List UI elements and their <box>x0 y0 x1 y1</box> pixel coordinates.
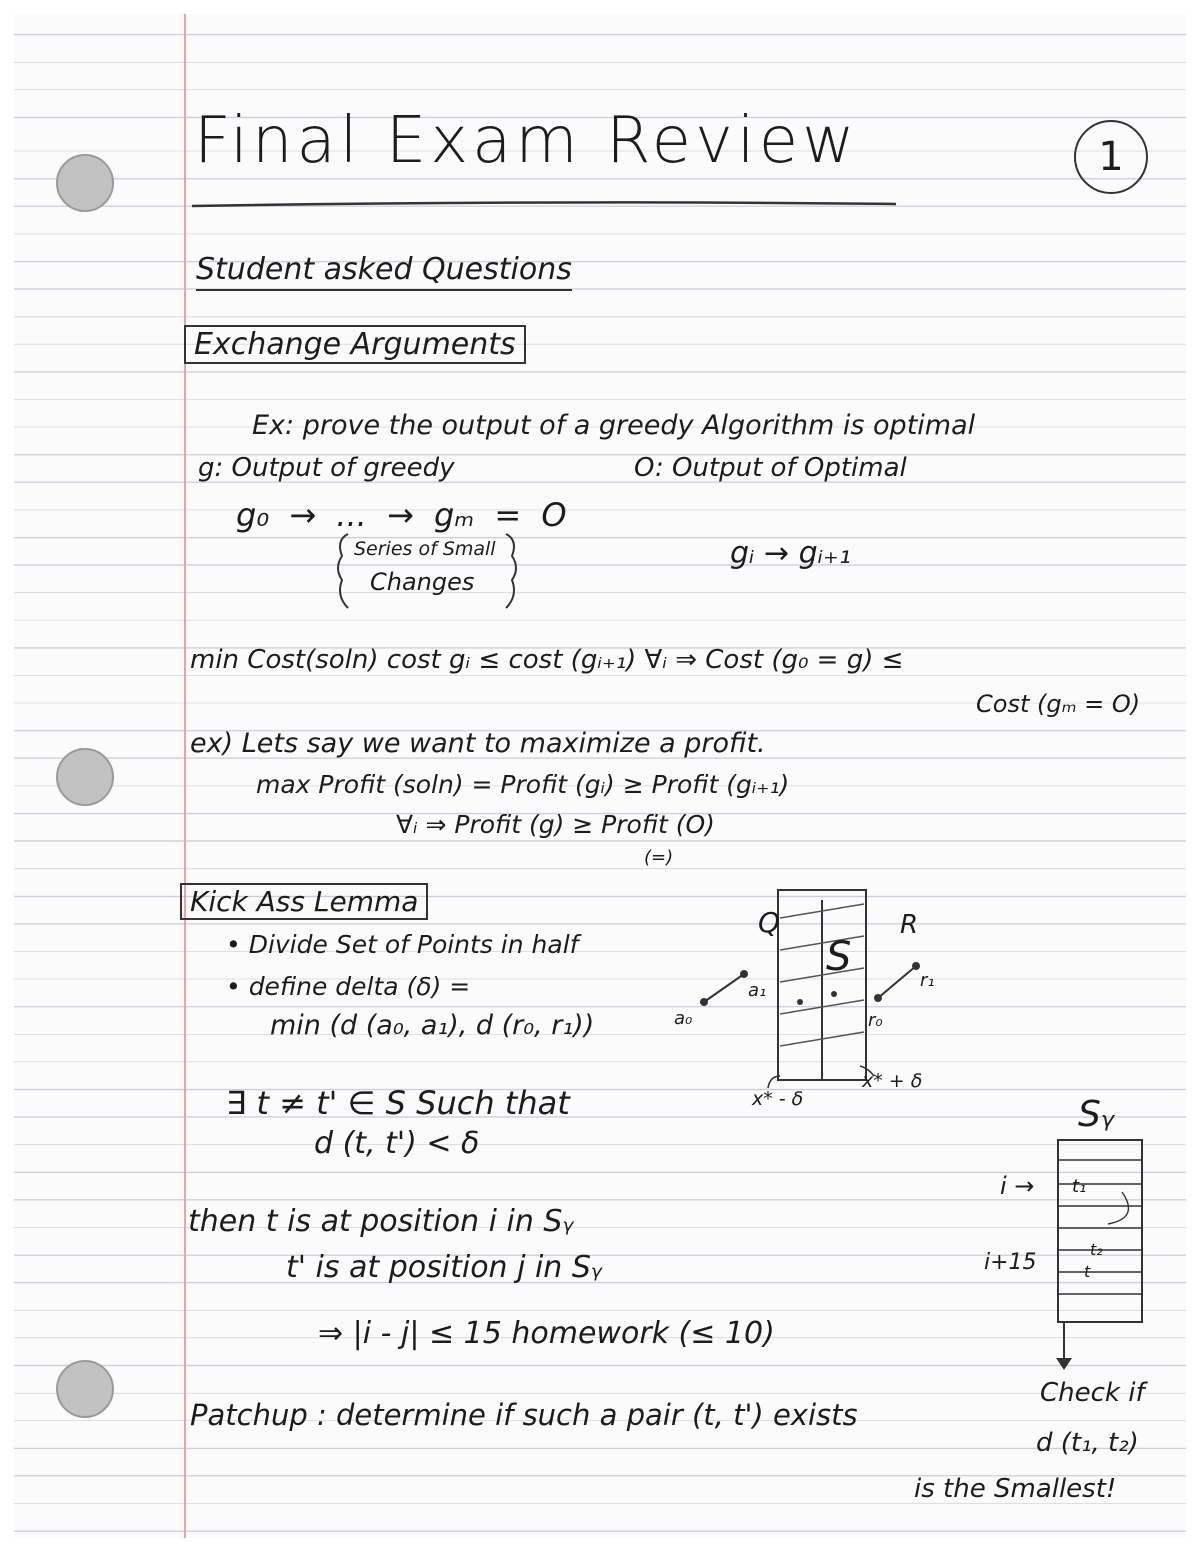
label-s: S <box>826 934 852 980</box>
distance-statement: d (t, t') < δ <box>314 1126 480 1161</box>
min-cost-continuation: Cost (gₘ = O) <box>976 690 1141 718</box>
sy-cell-t2: t₂ <box>1090 1240 1103 1259</box>
label-right-boundary: x* + δ <box>862 1070 923 1092</box>
min-cost-line: min Cost(soln) cost gᵢ ≤ cost (gᵢ₊₁) ∀ᵢ ⇒ Cost (g₀ = g) ≤ <box>190 645 904 675</box>
margin-line <box>184 14 186 1538</box>
exchange-chain: g₀ → ... → gₘ = O <box>236 496 567 534</box>
bound-statement: ⇒ |i - j| ≤ 15 homework (≤ 10) <box>318 1316 775 1351</box>
equals-note: (=) <box>644 847 674 868</box>
max-profit-line: max Profit (soln) = Profit (gᵢ) ≥ Profit (gᵢ₊₁) <box>256 770 790 799</box>
sy-row-i: i → <box>1000 1172 1035 1200</box>
sy-label: Sᵧ <box>1078 1094 1115 1135</box>
subtitle: Student asked Questions <box>196 252 572 291</box>
check-note-line-3: is the Smallest! <box>914 1474 1117 1504</box>
lemma-bullet-2: • define delta (δ) = <box>226 972 471 1001</box>
label-left-boundary: x* - δ <box>752 1088 804 1110</box>
binder-hole-top <box>56 154 114 212</box>
sy-row-i15: i+15 <box>984 1250 1037 1275</box>
page-title: Final Exam Review <box>194 104 859 178</box>
profit-example: ex) Lets say we want to maximize a profit. <box>190 728 766 759</box>
step-relation: gᵢ → gᵢ₊₁ <box>730 536 851 571</box>
greedy-definition: g: Output of greedy <box>198 453 455 483</box>
label-r: R <box>900 910 919 940</box>
check-note-line-1: Check if <box>1040 1378 1145 1408</box>
position-j-statement: t' is at position j in Sᵧ <box>286 1250 603 1285</box>
forall-profit-line: ∀ᵢ ⇒ Profit (g) ≥ Profit (O) <box>396 810 715 839</box>
exchange-example: Ex: prove the output of a greedy Algorithm is optimal <box>252 410 976 441</box>
label-a0: a₀ <box>674 1008 693 1029</box>
label-r1: r₁ <box>920 970 935 991</box>
check-note-line-2: d (t₁, t₂) <box>1036 1428 1139 1458</box>
sy-cell-t: t <box>1084 1262 1091 1281</box>
note-line-1: Series of Small <box>354 538 496 560</box>
lemma-bullet-1: • Divide Set of Points in half <box>226 930 579 959</box>
binder-hole-middle <box>56 748 114 806</box>
label-q: Q <box>758 906 781 939</box>
title-underline <box>190 196 910 210</box>
label-a1: a₁ <box>748 980 767 1001</box>
sy-cell-t1: t₁ <box>1072 1176 1087 1197</box>
exists-statement: ∃ t ≠ t' ∈ S Such that <box>226 1084 570 1122</box>
lemma-heading: Kick Ass Lemma <box>180 883 428 920</box>
label-r0: r₀ <box>868 1010 883 1031</box>
binder-hole-bottom <box>56 1360 114 1418</box>
patchup-statement: Patchup : determine if such a pair (t, t') exists <box>190 1398 858 1432</box>
note-line-2: Changes <box>370 568 475 596</box>
optimal-definition: O: Output of Optimal <box>634 453 907 483</box>
exchange-heading: Exchange Arguments <box>184 325 526 364</box>
delta-definition: min (d (a₀, a₁), d (r₀, r₁)) <box>270 1010 595 1041</box>
page-number: 1 <box>1074 120 1148 194</box>
position-i-statement: then t is at position i in Sᵧ <box>188 1204 574 1239</box>
